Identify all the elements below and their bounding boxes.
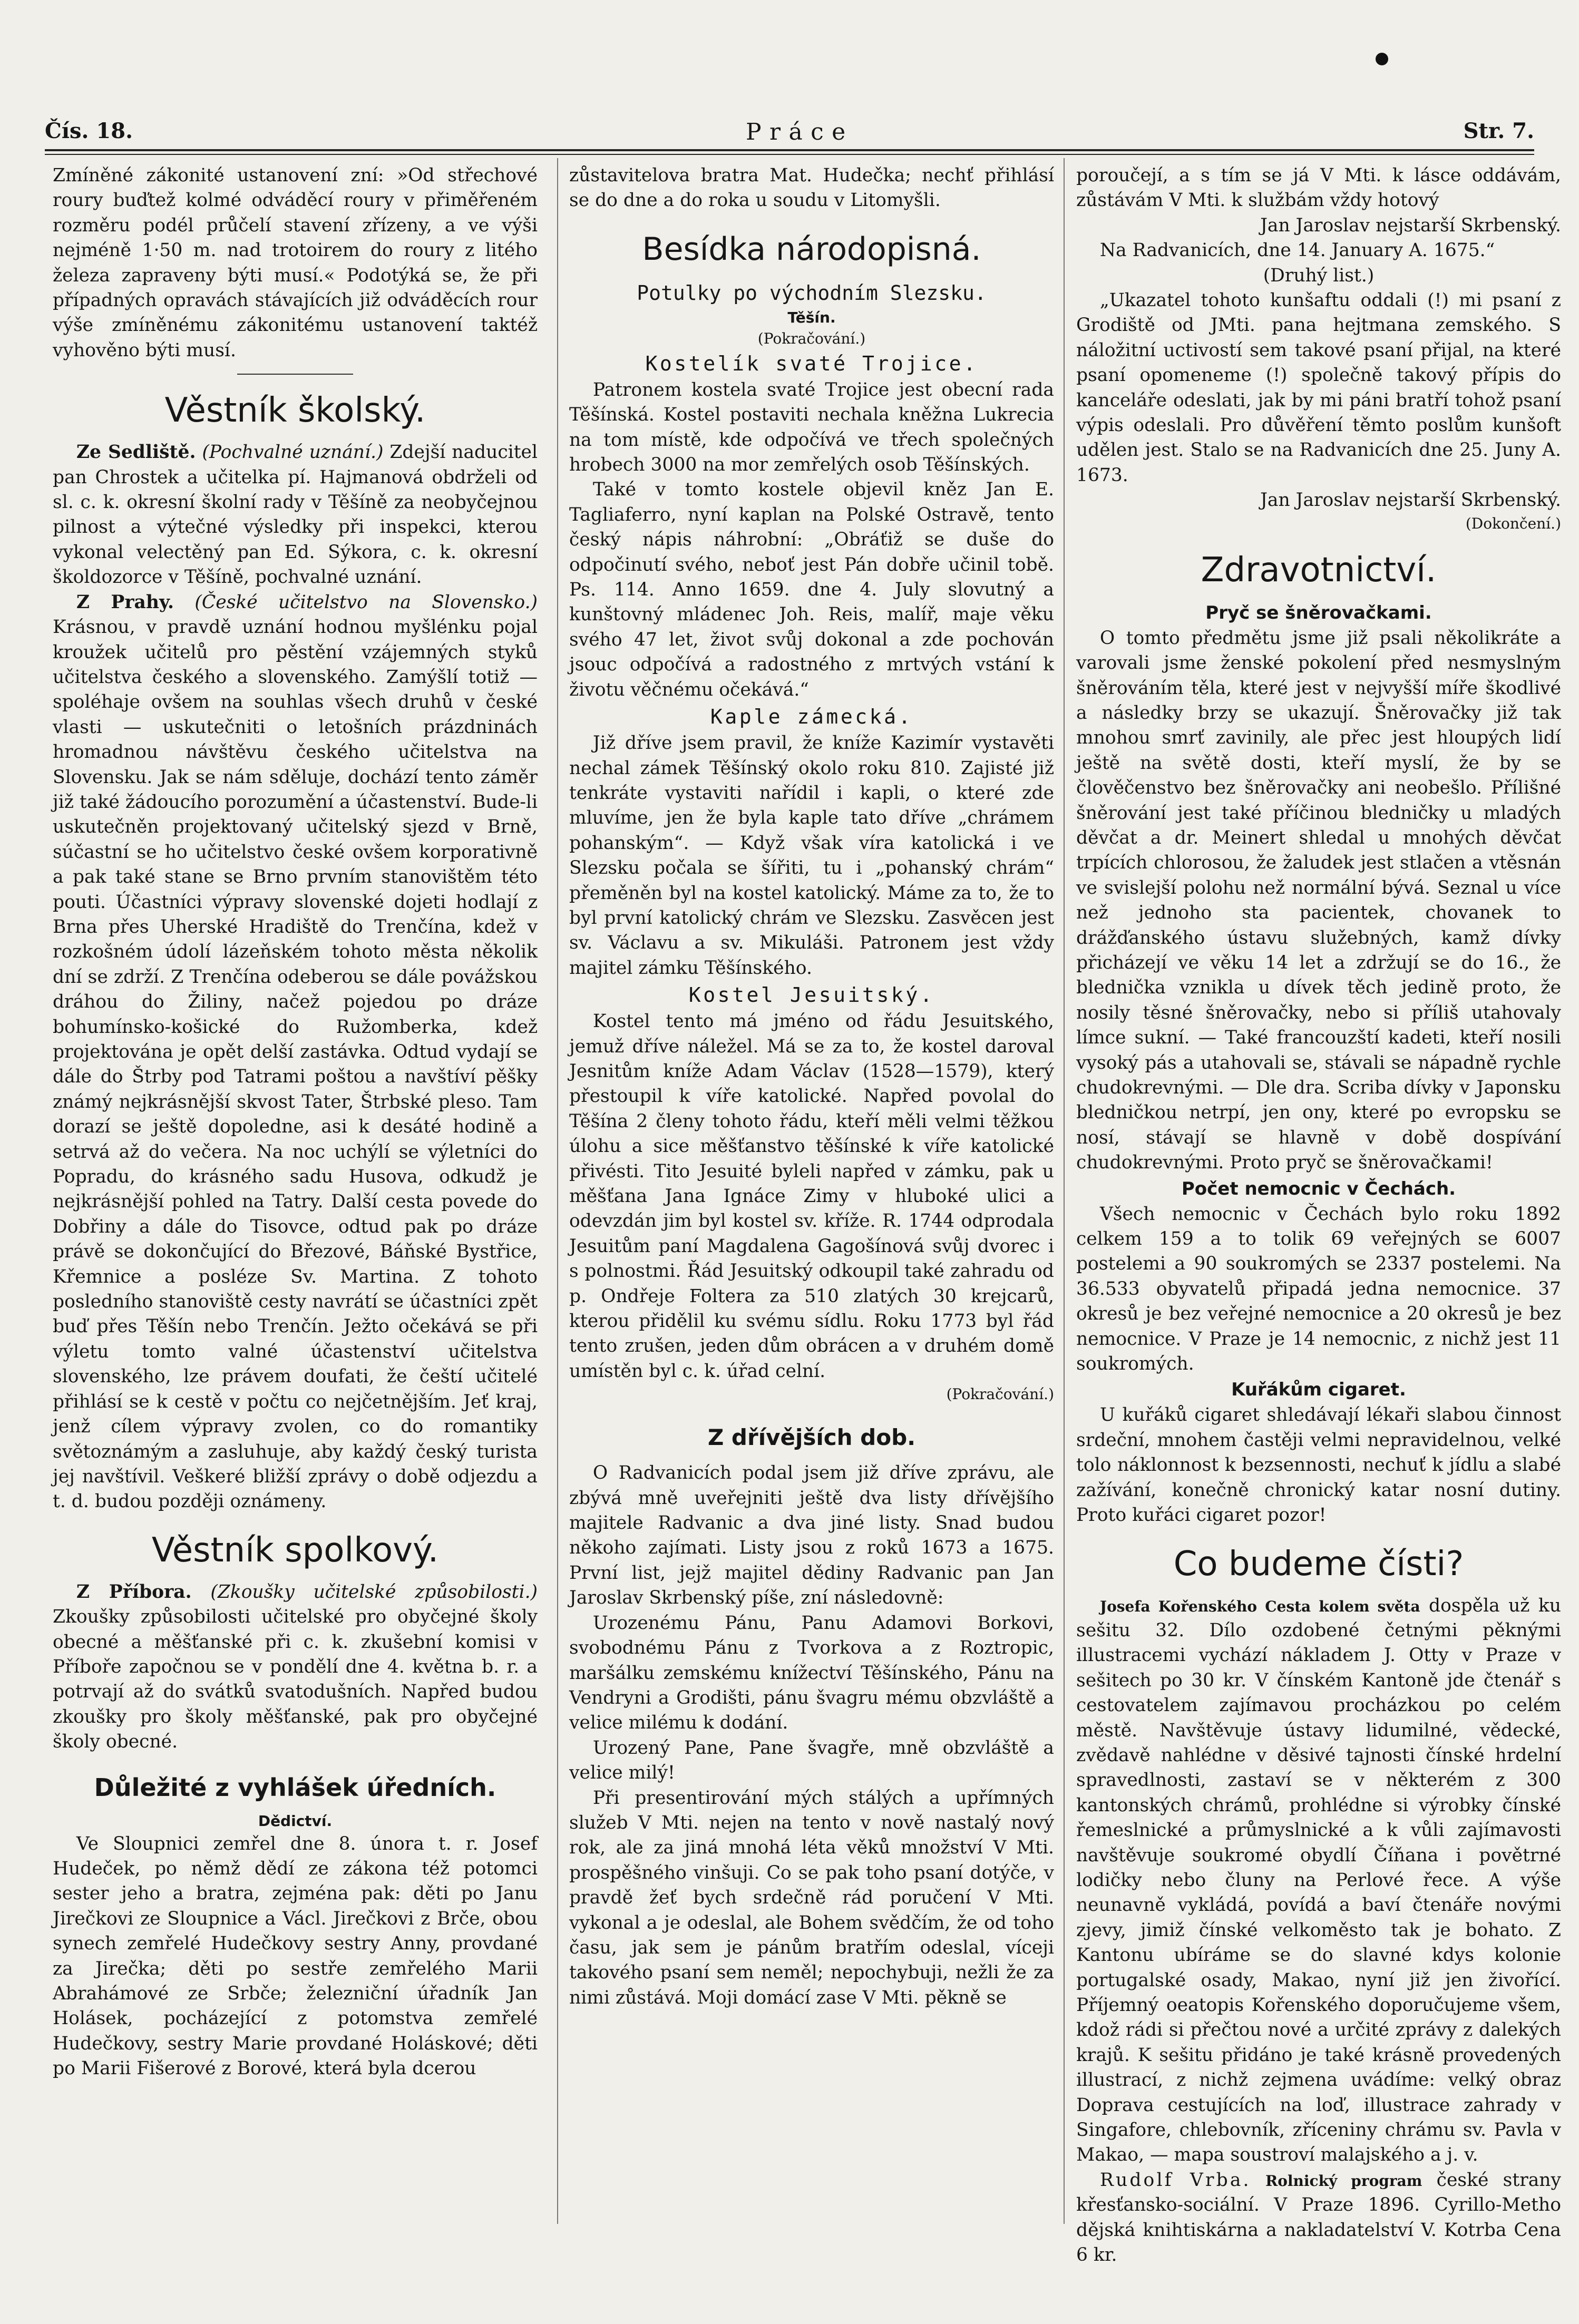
issue-number: Čís. 18. (45, 119, 133, 143)
ink-spot (1376, 53, 1388, 65)
news-body: Zdejší naducitel pan Chrostek a učitelka pí. Hajmanová obdrželi od sl. c. k. okresní školní rady v Těšíně za neobyčejnou pilnost a výtečné výsledky při inspekci, kterou vykonal velectěný pan Ed. Sýkora, c. k. okresní školdozorce v Těšíně, pochvalné uznání. (53, 442, 538, 588)
continuation-note: (Pokračování.) (757, 329, 866, 347)
section-heading-skolsky: Věstník školský. (164, 391, 426, 431)
letter-text: poroučejí, a s tím se já V Mti. k lásce oddávám, zůstávám V Mti. k službám vždy hotový (1076, 165, 1561, 211)
news-lead: Z Prahy. (76, 591, 174, 613)
news-lead: Ze Sedliště. (76, 442, 196, 463)
news-item (53, 590, 538, 1515)
news-subtitle: (Pochvalné uznání.) (202, 442, 384, 463)
book-title: Rolnický program (1265, 2172, 1422, 2190)
news-subtitle: (České učitelstvo na Slovensko.) (194, 591, 538, 613)
article-text: zůstavitelova bratra Mat. Hudečka; nechť přihlásí se do dne a do roka u soudu v Litomyšli. (569, 165, 1054, 211)
news-item (53, 440, 538, 590)
subheading-tesin: Těšín. (787, 308, 836, 326)
book-title: Josefa Kořenského Cesta kolem světa (1099, 1597, 1420, 1615)
column-divider-2 (1064, 158, 1065, 2224)
column-divider-1 (557, 158, 558, 2224)
letter-signature: Jan Jaroslav nejstarší Skrbenský. (1260, 490, 1561, 511)
section-heading-besidka: Besídka národopisná. (642, 230, 981, 268)
continuation-note: (Pokračování.) (946, 1385, 1054, 1403)
subheading-kaple: Kaple zámecká. (710, 705, 913, 729)
header-rule (45, 149, 1534, 151)
column-3 (1076, 163, 1562, 2266)
subheading-potulky: Potulky po východním Slezsku. (637, 281, 987, 305)
column-2 (569, 163, 1054, 2219)
book-review (1076, 2168, 1561, 2268)
letter-greeting: Urozený Pane, Pane švagře, mně obzvláště a velice milý! (569, 1737, 1054, 1784)
subheading-kurakum: Kuřákům cigaret. (1231, 1379, 1406, 1401)
letter-signature: Jan Jaroslav nejstarší Skrbenský. (1260, 214, 1561, 236)
section-heading-zdravotnictvi: Zdravotnictví. (1201, 550, 1437, 590)
letter-text: Při presentirování mých stálých a upřímných služeb V Mti. nejen na tento v nově nastalý nový rok, ale za jiná mnohá léta věků množství V Mti. prospěšného vinšuji. Co se pak toho psaní dotýče, v pravdě žeť bych srdečně rád poručení V Mti. vykonal a je odeslal, ale Bohem svědčím, že od toho času, jak sem je pánům bratřím odeslal, víceji takového psaní sem neměl; nepochybuji, nežli že za nimi zůstává. Moji domácí zase V Mti. pěkně se (569, 1787, 1054, 2008)
article-text: Také v tomto kostele objevil kněz Jan E. Tagliaferro, nyní kaplan na Polské Ostravě, tento český nápis náhrobní: „Obráťiž se duše do odpočinutí svého, neboť jest Pán dobře učinil tobě. Ps. 114. Anno 1659. dne 4. July slovutný a kunštovný mládenec Joh. Reis, malíř, maje věku svého 47 let, život svůj dokonal a zde pochován jsouc odpočívá a radostného z mrtvých vstání k životu věčnému očekává.“ (569, 479, 1054, 700)
article-text: O tomto předmětu jsme již psali několikráte a varovali jsme ženské pokolení před nesmyslným šněrováním těla, které jest v nejvyšší míře škodlivé a následky brzy se ukazují. Šněrovačky již tak mnohou smrť zavinily, ale přec jest hloupých lidí ještě na světě dosti, kteří myslí, že by se člověčenstvo bez šněrovačky ani neobešlo. Přílišné šněrování jest také příčinou bledničky u mladých děvčat a dr. Meinert shledal u mnohých děvčat trpících chlorosou, že žaludek jest stlačen a vtěsnán ve svislejší polohu než normální bývá. Seznal u více než jednoho sta pacientek, chovanek to drážďanského ústavu služebných, kamž dívky přicházejí ve věku 14 let a zdržují se do 16., že bledničkа vznikla u dívek těch jedině proto, že nosily těsné šněrovačky, nebo si příliš utahovaly límce sukní. — Také francouzští kadeti, kteří nosili vysoký pás a utahovali se, stávali se nápadně rychle chudokrevnými. — Dle dra. Scriba dívky v Japonsku bledničkou netrpí, jen ony, které po evropsku se nosí, stávají se hlavně v době dospívání chudokrevnými. Proto pryč se šněrovačkami! (1076, 627, 1561, 1174)
subheading-pocet: Počet nemocnic v Čechách. (1181, 1178, 1456, 1199)
page-number: Str. 7. (1463, 119, 1534, 143)
news-body: Zkoušky způsobilosti učitelské pro obyčejné školy obecné a měšťanské při c. k. zkušební komisi v Příboře započnou se v pondělí dne 4. května b. r. a potrvají až do svátků svatodušních. Napřed budou zkoušky pro školy měšťanské, pak pro obyčejné školy obecné. (53, 1606, 538, 1753)
section-heading-cist: Co budeme čísti? (1173, 1544, 1464, 1584)
book-author: Rudolf Vrba. (1099, 2169, 1251, 2191)
subheading-kostelik: Kostelík svaté Trojice. (645, 351, 978, 375)
separator (237, 374, 353, 375)
conclusion-note: (Dokončení.) (1465, 514, 1561, 532)
section-heading-spolkovy: Věstník spolkový. (151, 1530, 439, 1570)
letter-place-date: Na Radvanicích, dne 14. January A. 1675.“ (1099, 240, 1495, 261)
letter-label: (Druhý list.) (1263, 265, 1375, 286)
article-text: Všech nemocnic v Čechách bylo roku 1892 celkem 159 a to tolik 69 veřejných se 6007 postelemi a 90 soukromých se 2337 postelemi. Na 36.533 obyvatelů připadá jedna nemocnice. 37 okresů je bez veřejné nemocnice a 20 okresů je bez nemocnice. V Praze je 14 nemocnic, z nichž jest 11 soukromých. (1076, 1203, 1561, 1375)
article-text: Již dříve jsem pravil, že kníže Kazimír vystavěti nechal zámek Těšínský okolo roku 810. Zajisté již tenkráte vystaviti nařídil i kapli, o které zde mluvíme, jen že byla kaple tato dříve „chrámem pohanským“. — Když však víra katolická i ve Slezsku počala se šířiti, tu i „pohanský chrám“ přeměněn byl na kostel katolický. Máme za to, že to byl první katolický chrám ve Slezsku. Zasvěcen jest sv. Václavu a sv. Mikuláši. Patronem jest vždy majitel zámku Těšínského. (569, 733, 1054, 979)
article-text: O Radvanicích podal jsem již dříve zprávu, ale zbývá mně uveřejniti ještě dva listy dřívějšího majitele Radvanic a dva jiné listy. Snad budou někoho zajímati. Listy jsou z roků 1673 a 1675. První list, jejž majitel dědiny Radvanic pan Jan Jaroslav Skrbenský píše, zní následovně: (569, 1462, 1054, 1609)
column-1 (53, 163, 538, 2219)
page-header (45, 119, 1534, 150)
book-review (1076, 1594, 1561, 2168)
news-body: Krásnou, v pravdě uznání hodnou myšlénku pojal kroužek učitelů pro pěstění vzájemných styků učitelstva českého a slovenského. Zamýšlí totiž — spoléhaje ovšem na souhlas všech druhů v české vlasti — uskutečniti o letošních prázdninách hromadnou návštěvu českého učitelstva na Slovensku. Jak se nám sděluje, dochází tento záměr již také žádoucího porozumění a účastenství. Bude-li uskutečněn projektovaný učitelský sjezd v Brně, súčastní se ho učitelstvo české ovšem korporativně a pak také stane se Brno prvním stanovištěm této pouti. Účastníci výpravy slovenské dojeti hodlají z Brna přes Uherské Hradiště do Trenčína, kdež v rozkošném údolí lázeňském tohoto města několik dní se zdrží. Z Trenčína odeberou se dále povážskou dráhou do Žiliny, načež pojedou po dráze bohumínsko-košické do Ružomberka, kdež projektována je opět delší zastávka. Odtud vydají se dále do Štrby pod Tatrami poštou a navštíví pěšky známý nejkrásnější skvost Tater, Štrbské pleso. Tam dorazí se ještě dopoledne, asi k desáté hodině a setrvá až do večera. Na noc uchýlí se výletníci do Popradu, do krásného sadu Husova, odkudž je nejkrásnější pohled na Tatry. Další cesta povede do Dobřiny a dále do Tisovce, odtud pak po dráze právě se dokončující do Březové, Báňské Bystřice, Křemnice a posléze Sv. Martina. Z tohoto posledního stanoviště cesty navrátí se účastníci zpět buď přes Těšín nebo Trenčín. Ježto očekává se při výletu tomto valné účastenství učitelstva slovenského, lze právem doufati, že čeští učitelé přihlásí se k cestě v počtu co nejčetnějším. Jeť kraj, jenž cílem výpravy zvolen, co do romantiky světoznámým a zasluhuje, aby každý český turista jej navštívil. Veškeré bližší zprávy o době odjezdu a t. d. budou později oznámeny. (53, 617, 538, 1512)
header-rule-thin (45, 154, 1534, 155)
article-text: Kostel tento má jméno od řádu Jesuitského, jemuž dříve náležel. Má se za to, že kostel daroval Jesnitům kníže Adam Václav (1528—1579), který přestoupil k víře katolické. Napřed povolal do Těšína 2 členy tohoto řádu, kteří měli velmi těžkou úlohu a sice měšťanstvo těšínské k víře katolické přivésti. Tito Jesuité byleli napřed v zámku, pak u měšťana Jana Ignáce Zimy v hluboké ulici a odevzdán jim byl kostel sv. kříže. R. 1744 odprodala Jesuitům paní Magdalena Gagošínová svůj dvorec i s polnostmi. Řád Jesuitský odkoupil také zahradu od p. Ondřeje Foltera za 510 zlatých 30 krejcarů, kterou přidělil ku svému sídlu. Roku 1773 byl řád tento zrušen, jeden dům obrácen a v druhém domě umístěn byl c. k. úřad celní. (569, 1011, 1054, 1382)
article-text: Patronem kostela svaté Trojice jest obecní rada Těšínská. Kostel postaviti nechala kněžna Lukrecia na tom místě, kde odpočívá ve třech společných hrobech 3000 na mor zemřelých osob Těšínských. (569, 379, 1054, 476)
news-item (53, 1580, 538, 1755)
book-text: české strany křesťansko-sociální. V Praze 1896. Cyrillo-Metho dějská knihtiskárna a nakladatelství V. Kotrba Cena 6 kr. (1076, 2169, 1562, 2266)
subheading-dedictvi: Dědictví. (258, 1812, 333, 1830)
article-text: Ve Sloupnici zemřel dne 8. února t. r. Josef Hudeček, po němž dědí ze zákona též potomci sester jeho a bratra, zejména pak: děti po Janu Jirečkovi ze Sloupnice a Václ. Jirečkovi z Brče, obou synech zemřelé Hudečkovy sestry Anny, provdané za Jirečka; děti po sestře zemřelého Marii Abrahámové ze Srbče; železniční úřadník Jan Holásek, pocházející z potomstva zemřelé Hudečkovy, sestry Marie provdané Holáskové; děti po Marii Fišerové z Borové, která byla dcerou (53, 1833, 538, 2079)
section-heading-drivejsich: Z dřívějších dob. (707, 1424, 916, 1451)
letter-text: „Ukazatel tohoto kunšaftu oddali (!) mi psaní z Grodiště od JMti. pana hejtmana zemského. S náložitní uctivostí sem takové psaní přijal, na které psaní opomeneme (!) společně takový přípis do kanceláře odeslati, jak by mi páni bratří tohož psaní výpis odeslali. Pro důvěření těmto poslům kunšoft udělen jest. Stalo se na Radvanicích dne 25. Juny A. 1673. (1076, 290, 1561, 486)
subheading-pryc: Pryč se šněrovačkami. (1205, 602, 1432, 623)
book-text: dospěla už ku sešitu 32. Dílo ozdobené četnými pěknými illustracemi vychází nákladem J. Otty v Praze v sešitech po 30 kr. V čínském Kantoně jde čtenář s cestovatelem zajímavou procházkou po celém městě. Navštěvuje ústavy lidumilné, vědecké, zvědavě nahlédne v děsivé tajnosti čínské hrdelní spravedlnosti, zastaví se v některém z 300 kantonských chrámů, prohlédne si výrobky čínské řemeslnické a průmyslnické a k vůli zajímavosti navštěvuje soukromé obydlí Číňana i povětrné lodičky nebo čluny na Perlové řece. A výše neunavně vykládá, povídá a baví čtenáře novými zjevy, jimiž čínské velkoměsto tak je bohato. Z Kantonu ubíráme se do slavné kdys kolonie portugalské osady, Makao, nyní již jen živořící. Příjemný oeatopis Kořenského doporučujeme všem, kdož rádi si přečtou nové a určité zprávy z dalekých krajů. K sešitu přidáno je také krásně provedených illustrací, z nichž zejmena uvádíme: velký obraz Doprava cestujících na loď, illustrace zahrady v Singafore, chlebovník, zříceniny chrámu sv. Pavla v Makao, — mapa soustroví malajského a j. v. (1076, 1595, 1562, 2166)
news-subtitle: (Zkoušky učitelské způsobilosti.) (210, 1581, 538, 1603)
article-text: U kuřáků cigaret shledávají lékaři slabou činnost srdeční, mnohem častěji velmi nepravidelnou, velké tolo náklonnost k bezsennosti, nechuť k jídlu a slabé zažívání, konečně chronický katar nosní dutiny. Proto kuřáci cigaret pozor! (1076, 1404, 1561, 1526)
newspaper-title: Práce (746, 119, 854, 145)
section-heading-vyhlasky: Důležité z vyhlášek úředních. (94, 1773, 496, 1802)
letter-address: Urozenému Pánu, Panu Adamovi Borkovi, svobodnému Pánu z Tvorkova a z Roztropic, maršálku zemskému knížectví Těšínského, Pánu na Vendryni a Grodišti, pánu švagru mému obzvláště a velice milému k dodání. (569, 1612, 1054, 1734)
subheading-jesuitsky: Kostel Jesuitský. (688, 983, 935, 1007)
news-lead: Z Příbora. (76, 1581, 192, 1603)
article-text: Zmíněné zákonité ustanovení zní: »Od střechové roury buďtež kolmé odváděcí roury v přiměřeném rozměru podél průčelí stavení zřízeny, a ve výši nejméně 1·50 m. nad trotoirem do roury z litého železa zapraveny býti musí.« Podotýká se, že při případných opravách stávajících již odváděcích rour výše zmíněnému zákonitému ustanovení taktéž vyhověno býti musí. (53, 165, 538, 361)
